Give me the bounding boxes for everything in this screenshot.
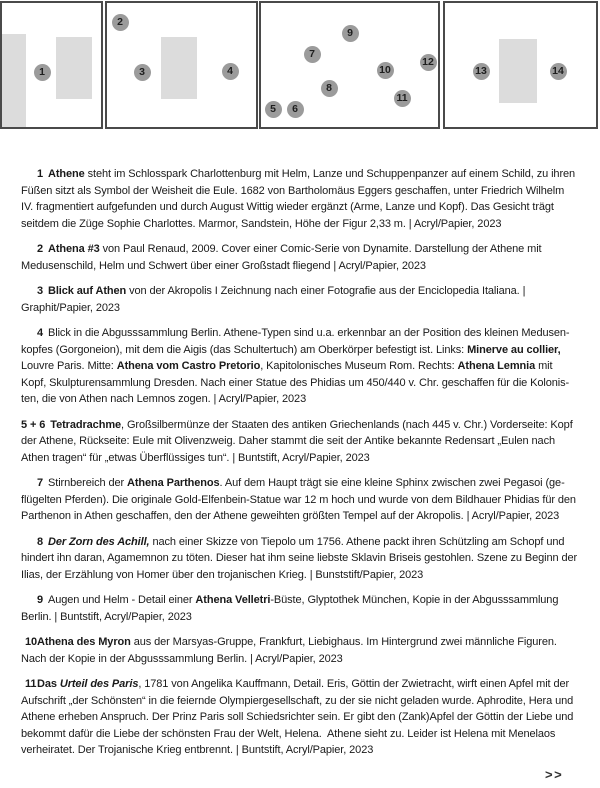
number-marker-9: 9 [342, 25, 359, 42]
entry-text-segment: nach einer Skizze von Tiepolo um 1756. Athene packt ihren Schützling am Schopf und hindert ihn daran, Agamemnon zu töten. Dieser hat ihm seine liebste Sklavin Briseis gestohlen. Szene zu Beginn der Ilias, der Erzählung von Homer über den trojanischen Krieg. | Bunststift/Papier, 2023 [21, 535, 578, 581]
artwork-placeholder [161, 37, 197, 99]
entry-text-segment: Athene [48, 168, 85, 180]
entry-text-segment: Athena Parthenos [127, 477, 220, 489]
number-marker-6: 6 [287, 101, 304, 118]
number-marker-4: 4 [222, 63, 239, 80]
entry-text-segment: , 1781 von Angelika Kauffmann, Detail. Eris, Göttin der Zwietracht, wirft einen Apfel mit der Aufschrift „der Schönsten“ in die feiernde Olympiergesellschaft, zu der sie nicht geladen wurde. Aphrodite, Hera und Athene erheben Anspruch. Der Prinz Paris soll Schiedsrichter sein. Er gibt den (Zank)Apfel der Göttin der Liebe und bekommt dafür die Liebe der schönsten Frau der Welt, Helena. Athene sieht zu. Leider ist Helena mit Menelaos verheiratet. Der Trojanische Krieg entbrennt. | Buntstift, Acryl/Papier, 2023 [21, 678, 574, 756]
entry-text-segment: Athena des Myron [37, 636, 131, 648]
number-marker-11: 11 [394, 90, 411, 107]
entry-3 [21, 283, 578, 316]
entry-text-segment: von der Akropolis I Zeichnung nach einer Fotografie aus der Enciclopedia Italiana. | Graphit/Papier, 2023 [21, 285, 526, 314]
entry-text-segment: Athena Velletri [195, 594, 271, 606]
entry-text-segment: Athena vom Castro Pretorio [116, 360, 261, 372]
entry-number: 3 [37, 285, 44, 297]
number-marker-7: 7 [304, 46, 321, 63]
entry-text-segment: Stirnbereich der [48, 477, 128, 489]
entry-number: 8 [37, 535, 44, 548]
entry-text-segment: Minerve au collier, [467, 343, 561, 356]
entry-number: 10 [25, 636, 38, 648]
number-marker-1: 1 [34, 64, 51, 81]
number-marker-10: 10 [377, 62, 394, 79]
diagram-strip [0, 0, 600, 134]
artwork-placeholder [56, 37, 92, 99]
entry-number: 5 + 6 [21, 418, 46, 431]
entry-list [21, 166, 578, 768]
entry-number: 11 [25, 678, 37, 690]
entry-text-segment: , Kapitolonisches Museum Rom. Rechts: [260, 360, 458, 372]
entry-text-segment: steht im Schlosspark Charlottenburg mit Helm, Lanze und Schuppenpanzer auf einem Schild, zu ihren Füßen sitzt als Symbol der Weisheit die Eule. 1682 von Bartholomäus Eggers geschaffen, unter Friedrich Wilhelm IV. fragmentiert aufgefunden und durch August Wittig wieder ergänzt (Arme, Lanze und Kopf). Das Gesicht trägt seitdem die Züge Sophie Charlottes. Marmor, Sandstein, Höhe der Figur 2,33 m. | Acryl/Papier, 2023 [21, 168, 576, 230]
entry-1 [21, 166, 578, 232]
number-marker-12: 12 [420, 54, 437, 71]
entry-text-segment: Tetradrachme [50, 418, 122, 431]
number-marker-13: 13 [473, 63, 490, 80]
next-page-indicator[interactable]: >> [545, 767, 564, 782]
entry-2 [21, 241, 578, 274]
entry-text-segment: Urteil des Paris [59, 678, 139, 690]
entry-text-segment: Der Zorn des Achill, [48, 535, 150, 548]
entry-text-segment: Louvre Paris. Mitte: [21, 360, 117, 372]
entry-9 [21, 592, 578, 625]
entry-4 [21, 325, 578, 408]
artwork-placeholder [2, 34, 26, 127]
number-marker-3: 3 [134, 64, 151, 81]
entry-text-segment: . Auf dem Haupt trägt sie eine kleine Sphinx zwischen zwei Pegasoi (geflügelten Pferden). Die originale Gold-Elfenbein-Statue war 12 m hoch und wurde von dem Bildhauer Phidias für den Parthenon in Athen geschaffen, den der Athene geweihten größten Tempel auf der Akropolis. | Acryl/Papier, 2023 [21, 477, 576, 522]
artwork-placeholder [499, 39, 537, 103]
entry-text-segment: -Büste, Glyptothek München, Kopie in der Abgusssammlung Berlin. | Buntstift, Acryl/Papier, 2023 [21, 594, 559, 623]
entry-number: 1 [37, 168, 44, 180]
entry-text-segment: Athena Lemnia [457, 360, 536, 372]
entry-11 [21, 676, 578, 759]
entry-text-segment: Athena #3 [48, 243, 100, 255]
entry-number: 2 [37, 243, 44, 255]
entry-text-segment: Augen und Helm - Detail einer [48, 594, 196, 606]
entry-text-segment: von Paul Renaud, 2009. Cover einer Comic-Serie von Dynamite. Darstellung der Athene mit Medusenschild, Helm und Schwert über einer Großstadt fliegend | Acryl/Papier, 2023 [21, 243, 542, 272]
entry-5+6 [21, 417, 578, 467]
entry-number: 7 [37, 477, 44, 489]
entry-number: 4 [37, 327, 44, 339]
number-marker-2: 2 [112, 14, 129, 31]
entry-text-segment: mit Kopf, Skulpturensammlung Dresden. Nach einer Statue des Phidias um 450/440 v. Chr. geschaffen für die Kolonisten, die von Athen nach Lemnos zogen. | Acryl/Papier, 2023 [21, 360, 570, 405]
number-marker-14: 14 [550, 63, 567, 80]
entry-text-segment: Das [37, 678, 60, 690]
entry-text-segment: aus der Marsyas-Gruppe, Frankfurt, Liebighaus. Im Hintergrund zwei männliche Figuren. Nach der Kopie in der Abgusssammlung Berlin. | Acryl/Papier, 2023 [21, 636, 557, 665]
number-marker-8: 8 [321, 80, 338, 97]
entry-text-segment: Blick in die Abgusssammlung Berlin. Athene-Typen sind u.a. erkennbar an der Position des kleinen Medusenkopfes (Gorgoneion), mit dem die Aigis (das Schultertuch) am Oberkörper befestigt ist. Links: [21, 327, 570, 356]
entry-number: 9 [37, 594, 44, 606]
entry-8 [21, 534, 578, 584]
entry-text-segment: Blick auf Athen [48, 285, 127, 297]
number-marker-5: 5 [265, 101, 282, 118]
entry-7 [21, 475, 578, 525]
entry-10 [21, 634, 578, 667]
entry-text-segment: , Großsilbermünze der Staaten des antiken Griechenlands (nach 445 v. Chr.) Vorderseite: Kopf der Athene, Rückseite: Eule mit Olivenzweig. Daher stammt die seit der Antike bekannte Redensart „Eulen nach Athen tragen“ für „etwas Überflüssiges tun“. | Buntstift, Acryl/Papier, 2023 [21, 418, 573, 464]
